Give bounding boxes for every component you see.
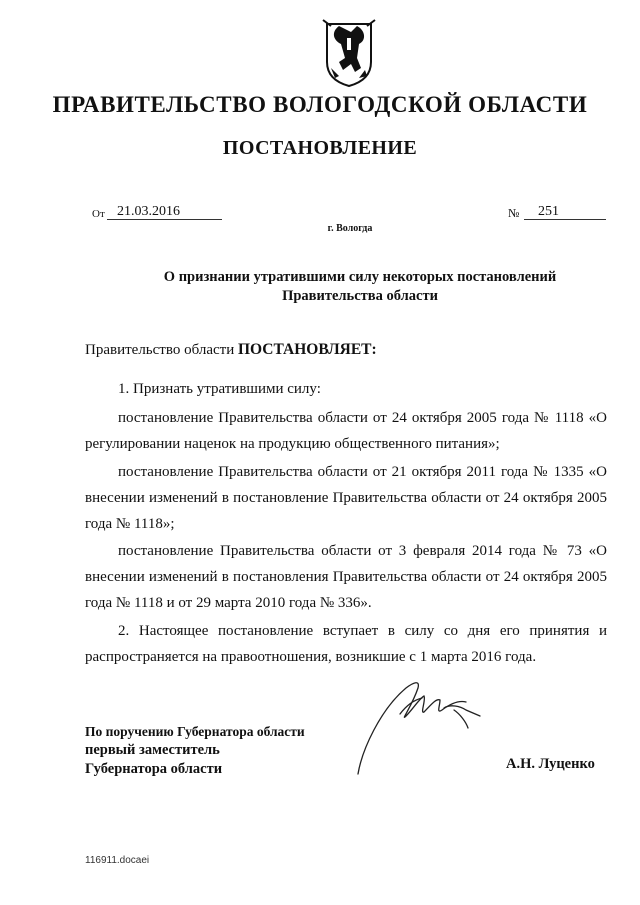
coat-of-arms-icon: [321, 18, 377, 90]
decree-intro: Правительство области: [85, 342, 235, 358]
handwritten-signature: [340, 670, 500, 780]
city-label: г. Вологда: [327, 223, 373, 234]
heading-line-1: О признании утратившими силу некоторых постановлений: [163, 269, 557, 285]
item-1: 1. Признать утратившими силу:: [118, 381, 321, 397]
document-type: ПОСТАНОВЛЕНИЕ: [222, 137, 418, 159]
document-heading: [140, 268, 580, 306]
signatory-line-2: первый заместитель: [85, 742, 220, 758]
item-1b: постановление Правительства области от 21 октября 2011 года № 1335 «О внесении изменений в постановление Правительства области от 24 октября 2005 года № 1118»;: [85, 464, 607, 532]
item-1c: постановление Правительства области от 3 февраля 2014 года № 73 «О внесении изменений в постановления Правительства области от 24 октября 2005 года № 1118 и от 29 марта 2010 года № 336».: [85, 543, 607, 611]
date-prefix: От: [92, 208, 105, 220]
signatory-line-1: По поручению Губернатора области: [85, 724, 305, 739]
heading-line-2: Правительства области: [282, 288, 438, 304]
file-name: 116911.docaei: [85, 855, 150, 866]
item-1a: постановление Правительства области от 24 октября 2005 года № 1118 «О регулировании наценок на продукцию общественного питания»;: [85, 410, 607, 452]
government-title: ПРАВИТЕЛЬСТВО ВОЛОГОДСКОЙ ОБЛАСТИ: [52, 92, 588, 117]
decree-verb: ПОСТАНОВЛЯЕТ:: [237, 341, 377, 358]
document-date: 21.03.2016: [107, 203, 222, 220]
document-number: 251: [524, 203, 606, 220]
item-2: 2. Настоящее постановление вступает в силу со дня его принятия и распространяется на правоотношения, возникшие с 1 марта 2016 года.: [85, 623, 607, 665]
signatory-name: А.Н. Луценко: [506, 756, 595, 772]
number-prefix: №: [508, 206, 520, 220]
signatory-block: [85, 722, 305, 779]
signatory-line-3: Губернатора области: [85, 761, 223, 777]
decree-line: [85, 341, 377, 359]
